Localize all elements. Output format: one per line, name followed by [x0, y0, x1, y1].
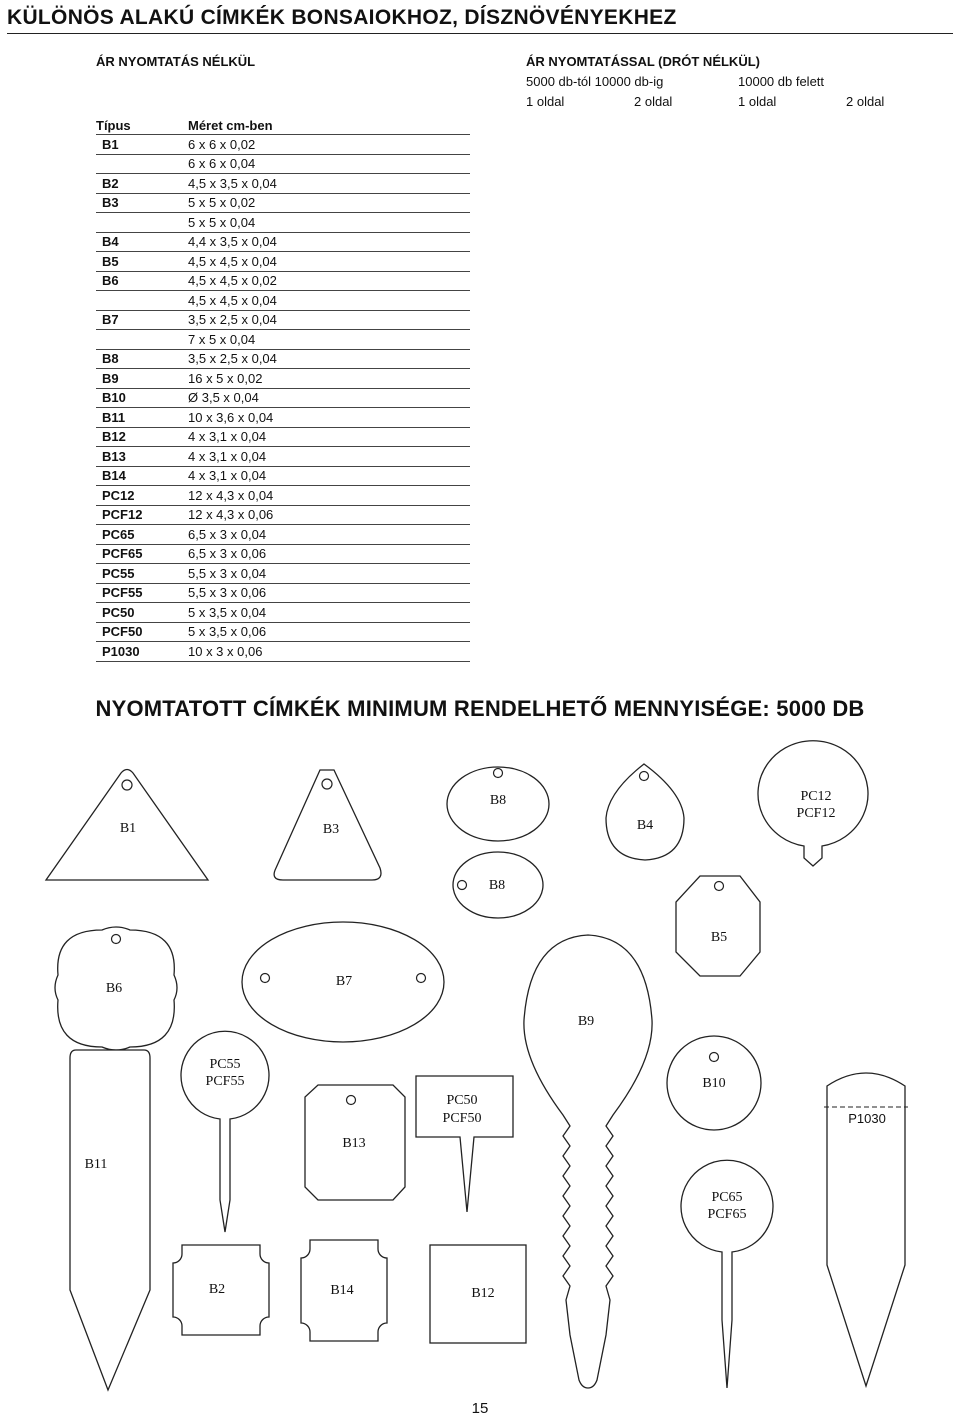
- size-cell: 5 x 3,5 x 0,06: [188, 622, 470, 642]
- type-cell: B11: [96, 408, 188, 428]
- size-cell: 5 x 5 x 0,02: [188, 193, 470, 213]
- shape-b7: [242, 922, 444, 1042]
- type-cell: B7: [96, 310, 188, 330]
- page-title: KÜLÖNÖS ALAKÚ CÍMKÉK BONSAIOKHOZ, DÍSZNÖVÉNYEKHEZ: [7, 6, 677, 29]
- type-cell: PC65: [96, 525, 188, 545]
- shape-pc12: [758, 741, 868, 866]
- shape-b4: [606, 764, 684, 860]
- shape-label-b11: B11: [84, 1157, 108, 1172]
- size-cell: 4 x 3,1 x 0,04: [188, 427, 470, 447]
- right-heading: ÁR NYOMTATÁSSAL (DRÓT NÉLKÜL): [526, 54, 760, 69]
- shape-label-b8-large: B8: [489, 793, 507, 808]
- type-cell: B1: [96, 135, 188, 155]
- shape-label-b8-small: B8: [488, 878, 506, 893]
- type-cell: PCF50: [96, 622, 188, 642]
- shape-label-pc55: PC55: [209, 1057, 241, 1072]
- shape-pc65: [681, 1160, 773, 1388]
- size-cell: 16 x 5 x 0,02: [188, 369, 470, 389]
- size-cell: 5 x 5 x 0,04: [188, 213, 470, 233]
- type-cell: B4: [96, 232, 188, 252]
- shape-p1030: [824, 1073, 908, 1386]
- shape-label-b13: B13: [342, 1136, 366, 1151]
- size-cell: 6,5 x 3 x 0,04: [188, 525, 470, 545]
- size-cell: 12 x 4,3 x 0,04: [188, 486, 470, 506]
- shape-label-b7: B7: [335, 974, 353, 989]
- shape-label-b10: B10: [702, 1076, 726, 1091]
- type-cell: B9: [96, 369, 188, 389]
- shape-b8-small: [453, 852, 543, 918]
- size-cell: 4 x 3,1 x 0,04: [188, 447, 470, 467]
- size-cell: 4,5 x 4,5 x 0,04: [188, 252, 470, 272]
- size-cell: 5,5 x 3 x 0,04: [188, 564, 470, 584]
- size-cell: 4,5 x 4,5 x 0,02: [188, 271, 470, 291]
- shape-label-b2: B2: [208, 1282, 226, 1297]
- type-cell: B14: [96, 466, 188, 486]
- shape-b2: [173, 1245, 269, 1335]
- shape-label-pcf65: PCF65: [707, 1207, 747, 1222]
- size-cell: 3,5 x 2,5 x 0,04: [188, 349, 470, 369]
- side-label-1: 1 oldal: [526, 94, 565, 109]
- type-cell: B12: [96, 427, 188, 447]
- shape-label-b5: B5: [710, 930, 728, 945]
- shape-label-pcf12: PCF12: [796, 806, 836, 821]
- type-cell: B6: [96, 271, 188, 291]
- shape-label-pcf55: PCF55: [205, 1074, 245, 1089]
- size-cell: 3,5 x 2,5 x 0,04: [188, 310, 470, 330]
- type-header: Típus: [96, 116, 188, 135]
- shape-label-pc50: PC50: [446, 1093, 478, 1108]
- qty-range-1: 5000 db-tól 10000 db-ig: [526, 74, 664, 89]
- size-cell: Ø 3,5 x 0,04: [188, 388, 470, 408]
- page-number: 15: [471, 1400, 489, 1417]
- shape-pc50: [416, 1076, 513, 1212]
- type-cell: B8: [96, 349, 188, 369]
- type-cell: PC12: [96, 486, 188, 506]
- left-heading: ÁR NYOMTATÁS NÉLKÜL: [96, 54, 256, 69]
- shape-label-b6: B6: [105, 981, 123, 996]
- shape-b5: [676, 876, 760, 976]
- size-cell: 4,4 x 3,5 x 0,04: [188, 232, 470, 252]
- shape-pc55: [181, 1031, 269, 1232]
- size-cell: 7 x 5 x 0,04: [188, 330, 470, 350]
- shape-b6: [55, 927, 177, 1050]
- side-label-4: 2 oldal: [846, 94, 885, 109]
- size-cell: 12 x 4,3 x 0,06: [188, 505, 470, 525]
- shape-b11: [70, 1050, 150, 1390]
- shape-label-b3: B3: [322, 822, 340, 837]
- shape-b8-large: [447, 767, 549, 841]
- shape-b10: [667, 1036, 761, 1130]
- shape-label-b12: B12: [471, 1286, 495, 1301]
- shape-label-pcf50: PCF50: [442, 1111, 482, 1126]
- type-cell: B5: [96, 252, 188, 272]
- size-cell: 5,5 x 3 x 0,06: [188, 583, 470, 603]
- shape-label-b9: B9: [577, 1014, 595, 1029]
- type-cell: PC50: [96, 603, 188, 623]
- type-cell: PC55: [96, 564, 188, 584]
- shape-label-b4: B4: [636, 818, 654, 833]
- type-cell: PCF65: [96, 544, 188, 564]
- side-label-2: 2 oldal: [634, 94, 673, 109]
- shape-b9: [524, 935, 652, 1388]
- shape-label-pc12: PC12: [800, 789, 832, 804]
- type-cell: PCF55: [96, 583, 188, 603]
- shape-label-p1030: P1030: [848, 1111, 886, 1126]
- type-cell: B2: [96, 174, 188, 194]
- shape-b13: [305, 1085, 405, 1200]
- shape-b12: [430, 1245, 526, 1343]
- shape-b1: [46, 770, 208, 881]
- size-header: Méret cm-ben: [188, 116, 470, 135]
- size-cell: 6 x 6 x 0,04: [188, 154, 470, 174]
- shape-label-b14: B14: [330, 1283, 354, 1298]
- size-cell: 10 x 3,6 x 0,04: [188, 408, 470, 428]
- size-cell: 4 x 3,1 x 0,04: [188, 466, 470, 486]
- shape-b3: [274, 770, 381, 880]
- type-cell: P1030: [96, 642, 188, 662]
- type-cell: PCF12: [96, 505, 188, 525]
- type-cell: B3: [96, 193, 188, 213]
- size-cell: 5 x 3,5 x 0,04: [188, 603, 470, 623]
- size-cell: 6 x 6 x 0,02: [188, 135, 470, 155]
- minimum-order-note: NYOMTATOTT CÍMKÉK MINIMUM RENDELHETŐ MENNYISÉGE: 5000 DB: [95, 696, 865, 721]
- shape-label-b1: B1: [119, 821, 137, 836]
- size-cell: 10 x 3 x 0,06: [188, 642, 470, 662]
- type-cell: B13: [96, 447, 188, 467]
- qty-range-2: 10000 db felett: [738, 74, 825, 89]
- side-label-3: 1 oldal: [738, 94, 777, 109]
- shape-b14: [301, 1240, 387, 1341]
- size-cell: 4,5 x 4,5 x 0,04: [188, 291, 470, 311]
- size-cell: 6,5 x 3 x 0,06: [188, 544, 470, 564]
- shape-label-pc65: PC65: [711, 1190, 743, 1205]
- size-cell: 4,5 x 3,5 x 0,04: [188, 174, 470, 194]
- type-cell: B10: [96, 388, 188, 408]
